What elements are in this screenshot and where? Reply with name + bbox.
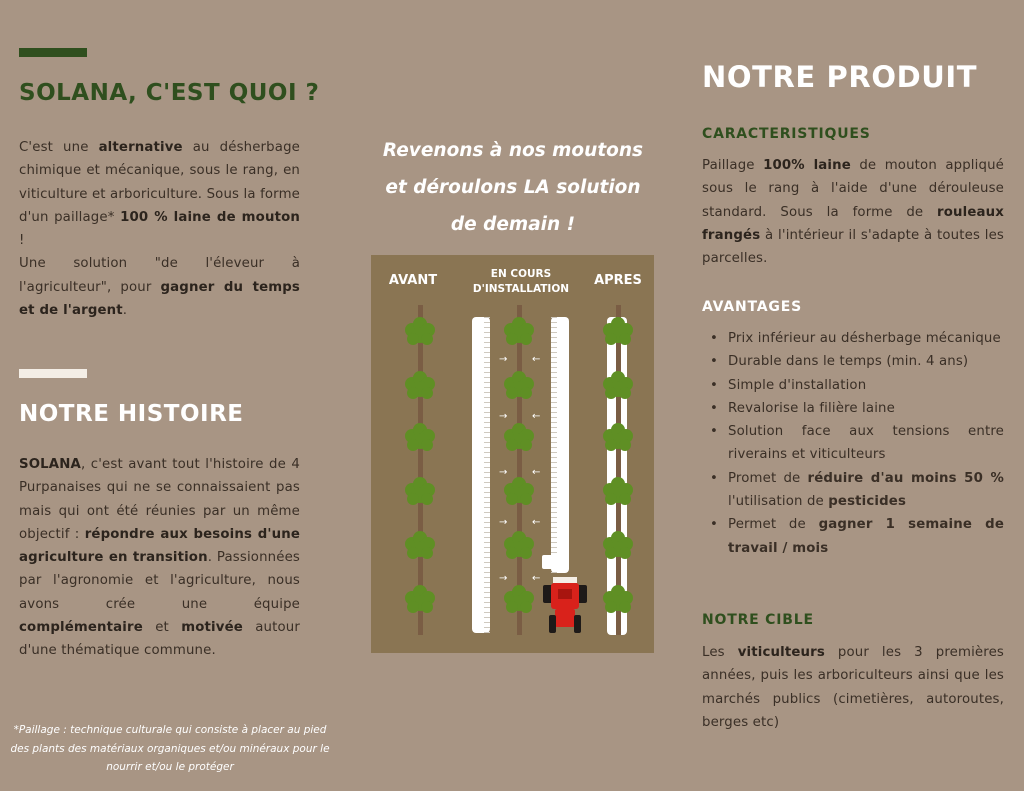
avantages-list [702, 327, 1004, 560]
histoire-description: SOLANA, c'est avant tout l'histoire de 4 Purpanaises qui ne se connaissaient pas mais qui ont été réunies par un même objectif : répondre aux besoins d'une agriculture en transition. Passionnées par l'agronomie et l'agriculture, nous avons crée une équipe complémentaire et motivée autour d'une thématique commune. [19, 457, 300, 659]
arrow-right-icon: → [499, 517, 508, 528]
footnote: *Paillage : technique culturale qui consiste à placer au pied des plants des matériaux organiques et/ou minéraux pour le nourrir et/ou le protéger [10, 724, 330, 773]
arrow-left-icon: ← [532, 411, 541, 422]
vine-plant-icon [403, 531, 437, 561]
arrow-left-icon: ← [532, 467, 541, 478]
arrow-left-icon: ← [532, 573, 541, 584]
arrow-left-icon: ← [532, 517, 541, 528]
solana-description: C'est une alternative au désherbage chimique et mécanique, sous le rang, en viticulture et arboriculture. Sous la forme d'un paillage* 100 % laine de mouton ! Une solution "de l'éleveur à l'agriculteur", pour gagner du temps et de l'argent. [19, 140, 300, 319]
vine-plant-icon [601, 423, 635, 453]
arrow-right-icon: → [499, 411, 508, 422]
vine-plant-icon [502, 585, 536, 615]
avantage-item: • Simple d'installation [702, 374, 1004, 397]
vine-plant-icon [403, 423, 437, 453]
avantage-item: • Permet de gagner 1 semaine de travail / mois [702, 513, 1004, 560]
arrow-right-icon: → [499, 467, 508, 478]
vine-plant-icon [403, 317, 437, 347]
label-avant: AVANT [388, 273, 438, 288]
section-divider-cream [19, 369, 87, 378]
label-apres: APRES [594, 273, 642, 288]
vine-plant-icon [502, 371, 536, 401]
arrow-right-icon: → [499, 573, 508, 584]
section-title-histoire: NOTRE HISTOIRE [19, 401, 244, 427]
wool-strip-right [551, 317, 569, 573]
vine-plant-icon [502, 531, 536, 561]
vine-plant-icon [601, 585, 635, 615]
wool-strip-left [472, 317, 490, 633]
avantage-item: • Prix inférieur au désherbage mécanique [702, 327, 1004, 350]
vine-plant-icon [601, 317, 635, 347]
carac-description: Paillage 100% laine de mouton appliqué sous le rang à l'aide d'une dérouleuse standard. Sous la forme de rouleaux frangés à l'intérieur il s'adapte à toutes les parcelles. [702, 158, 1004, 267]
vine-plant-icon [403, 477, 437, 507]
avantage-item: • Promet de réduire d'au moins 50 % l'utilisation de pesticides [702, 467, 1004, 514]
avantage-item: • Durable dans le temps (min. 4 ans) [702, 350, 1004, 373]
avantages-title: AVANTAGES [702, 299, 802, 315]
vine-plant-icon [601, 531, 635, 561]
label-en-cours: EN COURS D'INSTALLATION [472, 268, 570, 295]
product-title: NOTRE PRODUIT [702, 60, 978, 94]
vine-plant-icon [502, 477, 536, 507]
vine-plant-icon [502, 317, 536, 347]
vine-plant-icon [601, 371, 635, 401]
carac-title: CARACTERISTIQUES [702, 126, 871, 142]
avantage-item: • Revalorise la filière laine [702, 397, 1004, 420]
wool-strip-tail [542, 555, 566, 569]
section-divider-green [19, 48, 87, 57]
vine-plant-icon [403, 371, 437, 401]
arrow-left-icon: ← [532, 354, 541, 365]
tractor-icon [541, 575, 589, 637]
cible-title: NOTRE CIBLE [702, 612, 814, 628]
installation-illustration [371, 255, 654, 653]
arrow-right-icon: → [499, 354, 508, 365]
avantage-item: • Solution face aux tensions entre riverains et viticulteurs [702, 420, 1004, 467]
vine-plant-icon [403, 585, 437, 615]
vine-plant-icon [502, 423, 536, 453]
cible-description: Les viticulteurs pour les 3 premières années, puis les arboriculteurs ainsi que les marchés publics (cimetières, autoroutes, berges etc) [702, 645, 1004, 730]
vine-plant-icon [601, 477, 635, 507]
section-title-solana: SOLANA, C'EST QUOI ? [19, 80, 320, 106]
tagline: Revenons à nos moutons et déroulons LA solution de demain ! [382, 140, 644, 235]
